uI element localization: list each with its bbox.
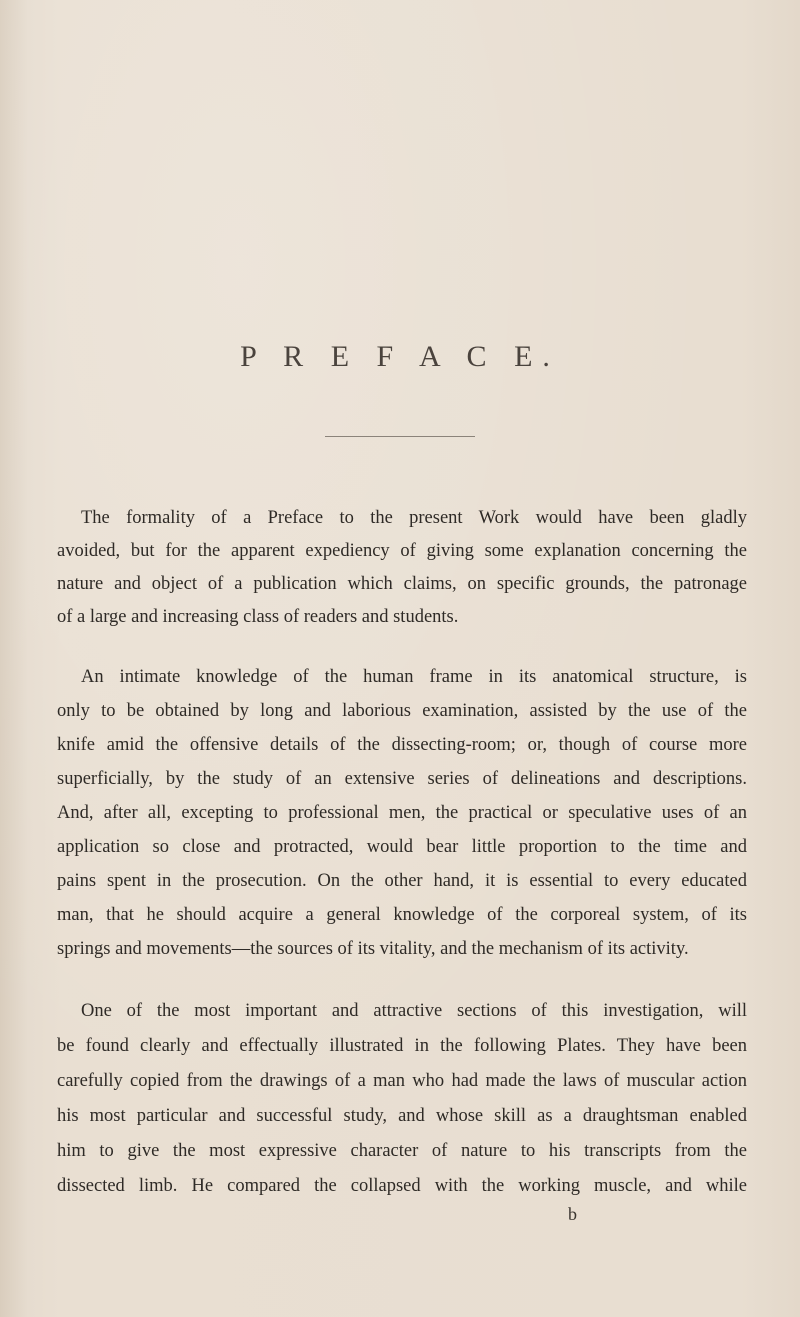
paragraph-1-line-3: nature and object of a publication which claims, on specific grounds, the patronage bbox=[57, 574, 747, 594]
paragraph-3-line-3: carefully copied from the drawings of a man who had made the laws of muscular action bbox=[57, 1071, 747, 1091]
page-title: P R E F A C E. bbox=[240, 340, 560, 373]
paragraph-3-line-5: him to give the most expressive character of nature to his transcripts from the bbox=[57, 1141, 747, 1161]
paragraph-2-line-8: man, that he should acquire a general knowledge of the corporeal system, of its bbox=[57, 905, 747, 925]
paragraph-2-line-3: knife amid the offensive details of the dissecting-room; or, though of course more bbox=[57, 735, 747, 755]
paragraph-1-line-4: of a large and increasing class of readers and students. bbox=[57, 607, 459, 627]
paragraph-2-line-5: And, after all, excepting to professional men, the practical or speculative uses of an bbox=[57, 803, 747, 823]
paragraph-3-line-1: One of the most important and attractive sections of this investigation, will bbox=[81, 1001, 747, 1021]
signature-mark: b bbox=[568, 1204, 577, 1224]
paragraph-1-line-1: The formality of a Preface to the present Work would have been gladly bbox=[81, 508, 747, 528]
paragraph-2-line-1: An intimate knowledge of the human frame in its anatomical structure, is bbox=[81, 667, 747, 687]
paragraph-2-line-4: superficially, by the study of an extensive series of delineations and descriptions. bbox=[57, 769, 747, 789]
paragraph-2-line-6: application so close and protracted, would bear little proportion to the time and bbox=[57, 837, 747, 857]
paragraph-2-line-2: only to be obtained by long and laborious examination, assisted by the use of the bbox=[57, 701, 747, 721]
paragraph-3-line-2: be found clearly and effectually illustrated in the following Plates. They have been bbox=[57, 1036, 747, 1056]
paragraph-2-line-7: pains spent in the prosecution. On the other hand, it is essential to every educated bbox=[57, 871, 747, 891]
paragraph-2-line-9: springs and movements—the sources of its vitality, and the mechanism of its activity. bbox=[57, 939, 689, 959]
title-rule-divider bbox=[325, 436, 475, 437]
paragraph-3-line-4: his most particular and successful study, and whose skill as a draughtsman enabled bbox=[57, 1106, 747, 1126]
paragraph-3-line-6: dissected limb. He compared the collapsed with the working muscle, and while bbox=[57, 1176, 747, 1196]
paragraph-1-line-2: avoided, but for the apparent expediency of giving some explanation concerning the bbox=[57, 541, 747, 561]
